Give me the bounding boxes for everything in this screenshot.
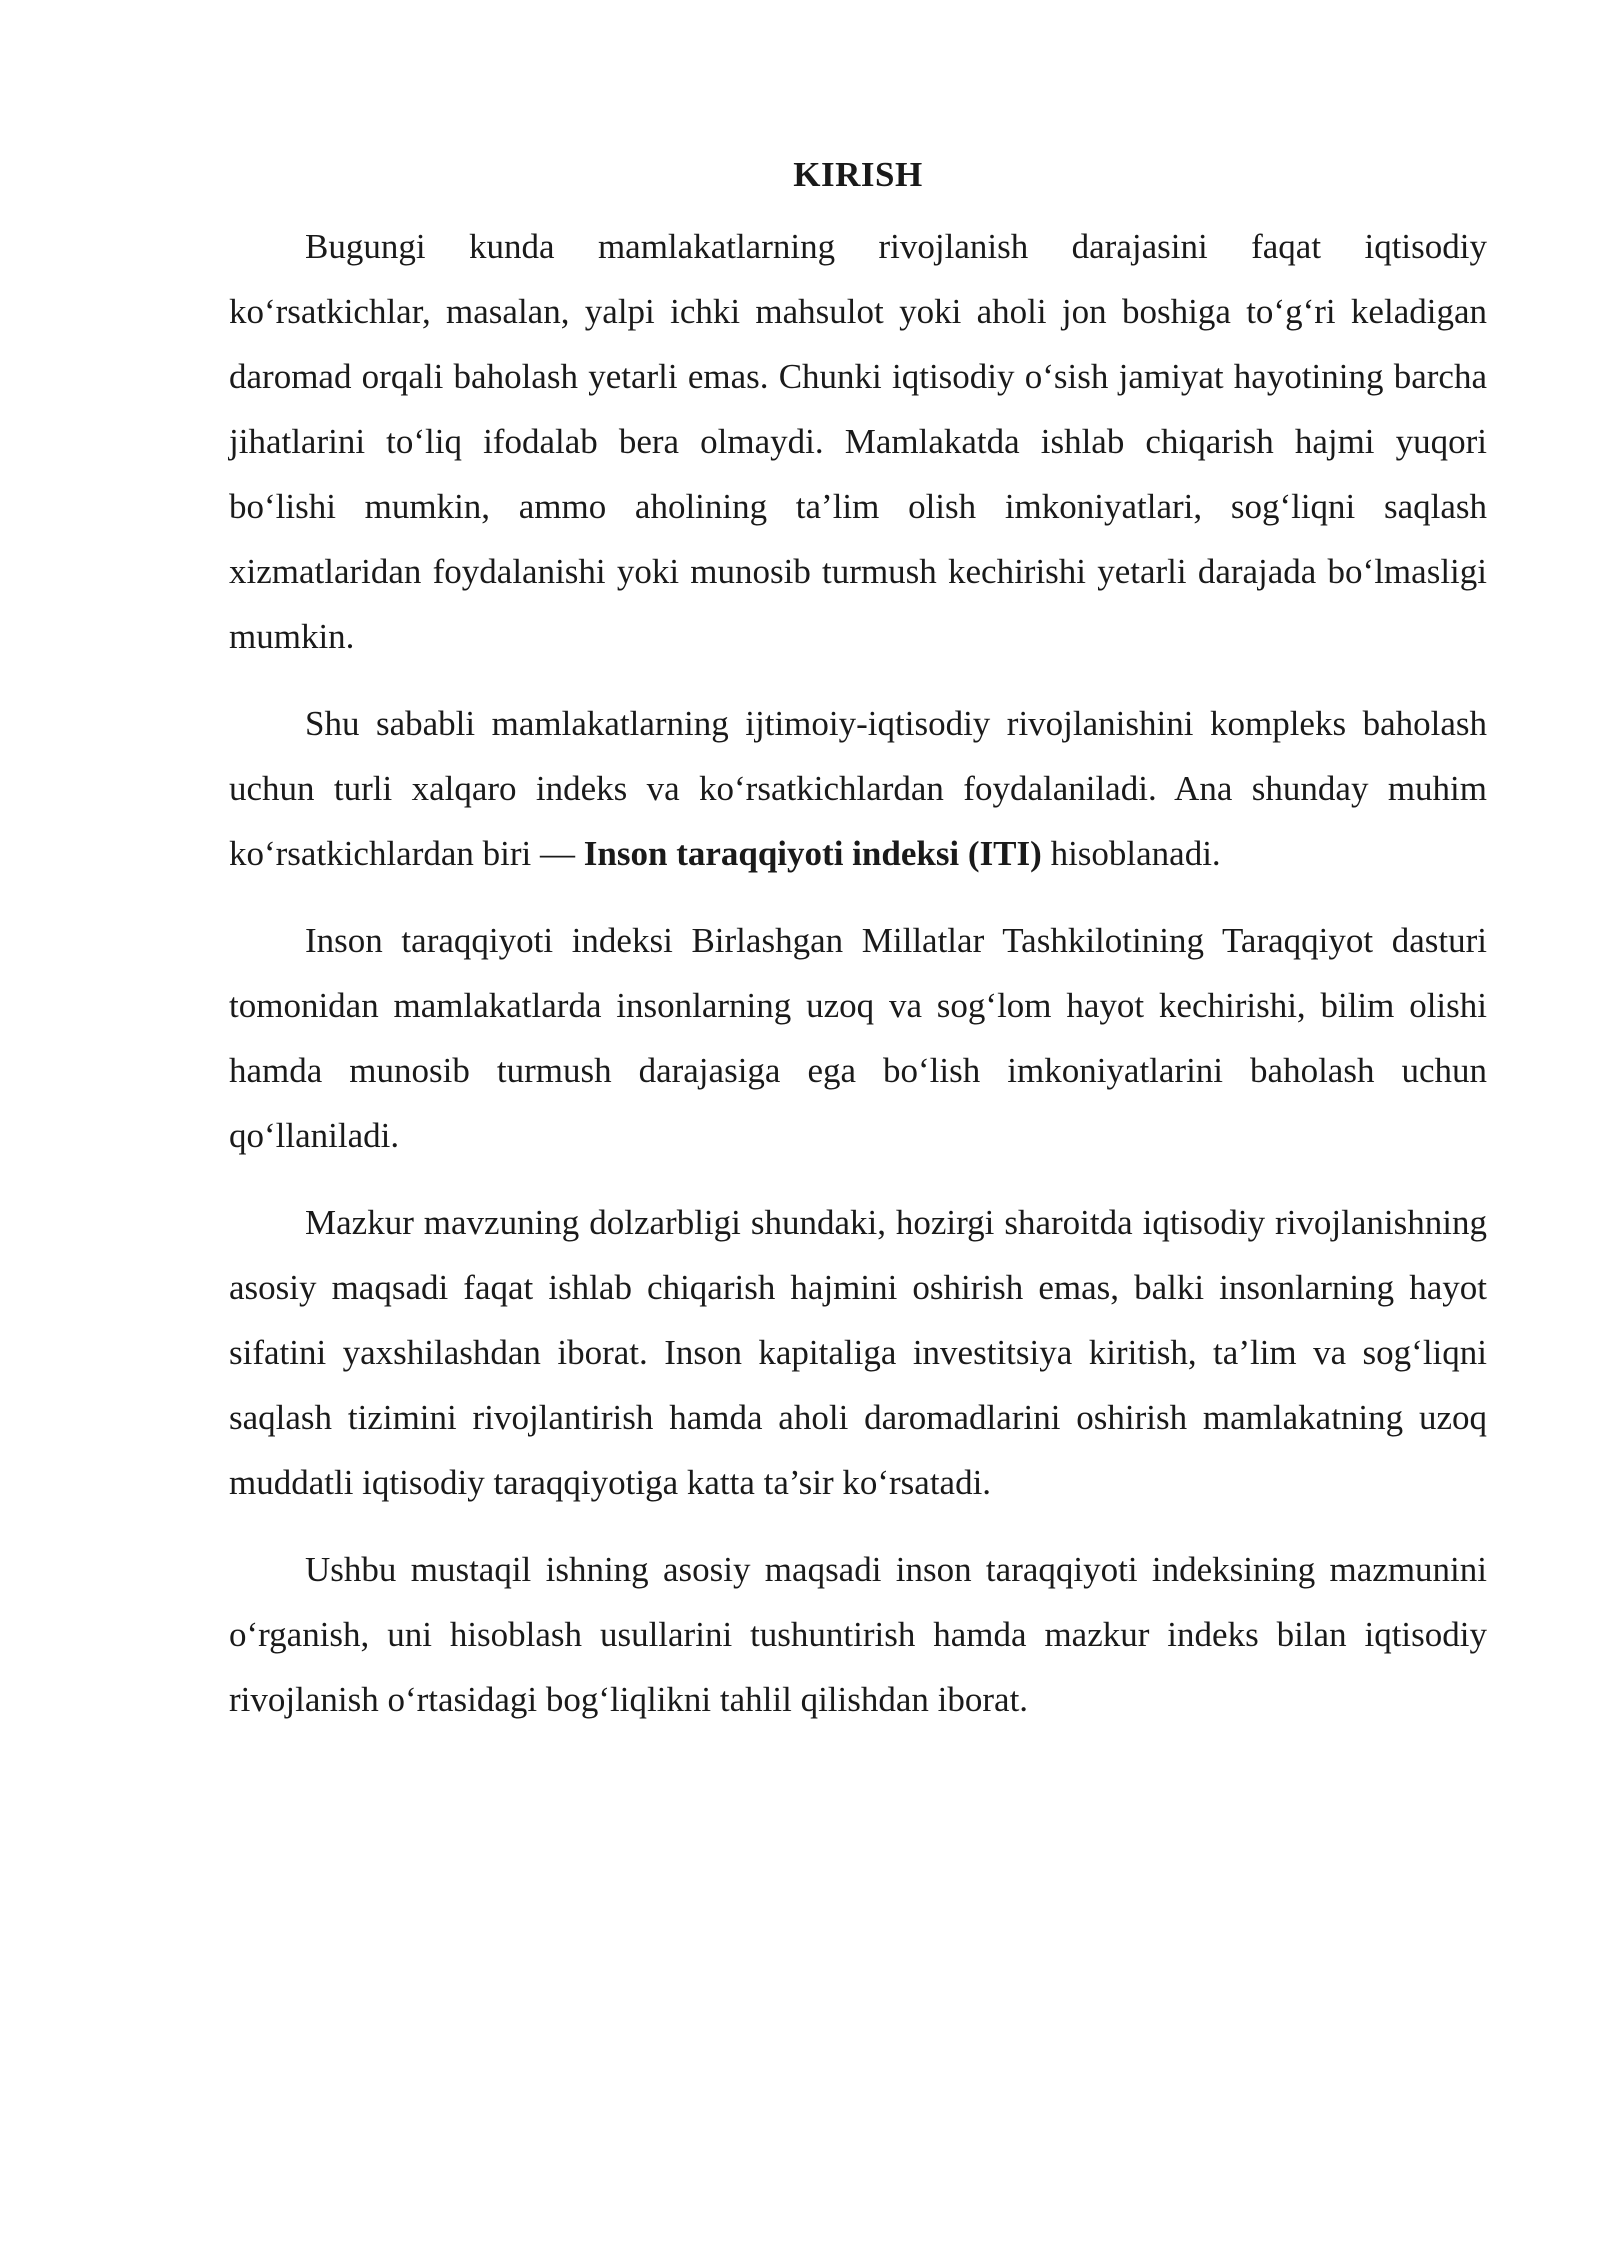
- page-title: KIRISH: [793, 155, 923, 194]
- iti-term-bold: Inson taraqqiyoti indeksi (ITI): [583, 834, 1042, 873]
- paragraph-2-text-before: Shu sababli mamlakatlarning ijtimoiy-iqtisodiy rivojlanishini kompleks baholash uchun turli xalqaro indeks va ko‘rsatkichlardan foydalaniladi. Ana shunday muhim ko‘rsatkichlardan biri —: [229, 704, 1487, 873]
- paragraph-2: [229, 691, 1487, 886]
- document-body: [229, 150, 1487, 1754]
- paragraph-5: Ushbu mustaqil ishning asosiy maqsadi inson taraqqiyoti indeksining mazmunini o‘rganish, uni hisoblash usullarini tushuntirish hamda mazkur indeks bilan iqtisodiy rivojlanish o‘rtasidagi bog‘liqlikni tahlil qilishdan iborat.: [229, 1550, 1487, 1719]
- paragraph-2-text-after: hisoblanadi.: [1041, 834, 1221, 873]
- paragraph-1: Bugungi kunda mamlakatlarning rivojlanish darajasini faqat iqtisodiy ko‘rsatkichlar, masalan, yalpi ichki mahsulot yoki aholi jon boshiga to‘g‘ri keladigan daromad orqali baholash yetarli emas. Chunki iqtisodiy o‘sish jamiyat hayotining barcha jihatlarini to‘liq ifodalab bera olmaydi. Mamlakatda ishlab chiqarish hajmi yuqori bo‘lishi mumkin, ammo aholining ta’lim olish imkoniyatlari, sog‘liqni saqlash xizmatlaridan foydalanishi yoki munosib turmush kechirishi yetarli darajada bo‘lmasligi mumkin.: [229, 227, 1487, 656]
- paragraph-3: Inson taraqqiyoti indeksi Birlashgan Millatlar Tashkilotining Taraqqiyot dasturi tomonidan mamlakatlarda insonlarning uzoq va sog‘lom hayot kechirishi, bilim olishi hamda munosib turmush darajasiga ega bo‘lish imkoniyatlarini baholash uchun qo‘llaniladi.: [229, 921, 1487, 1155]
- paragraph-4: Mazkur mavzuning dolzarbligi shundaki, hozirgi sharoitda iqtisodiy rivojlanishning asosiy maqsadi faqat ishlab chiqarish hajmini oshirish emas, balki insonlarning hayot sifatini yaxshilashdan iborat. Inson kapitaliga investitsiya kiritish, ta’lim va sog‘liqni saqlash tizimini rivojlantirish hamda aholi daromadlarini oshirish mamlakatning uzoq muddatli iqtisodiy taraqqiyotiga katta ta’sir ko‘rsatadi.: [229, 1203, 1487, 1502]
